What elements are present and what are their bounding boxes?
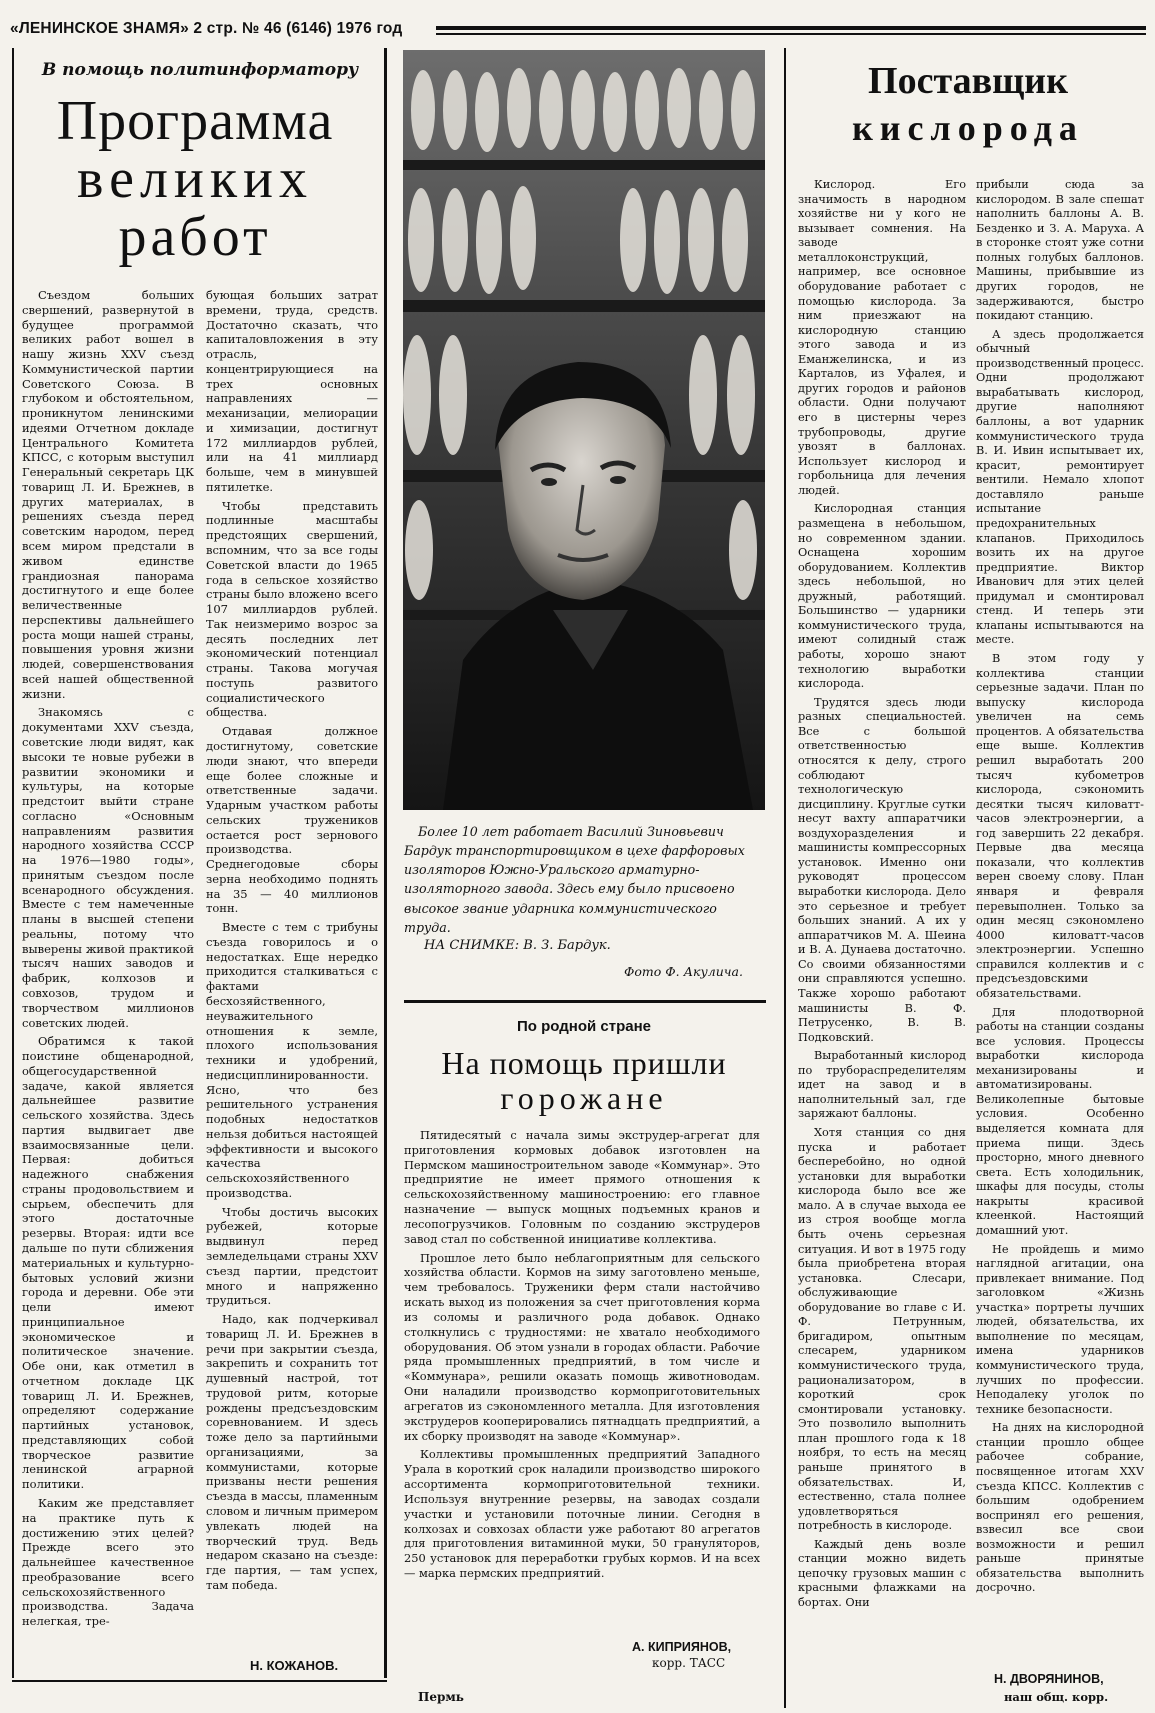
article-paragraph: Надо, как подчеркивал товарищ Л. И. Брежнев в речи при закрытии съезда, закрепить и сохранить тот душевный настрой, тот трудовой ритм, которые рождены предсъездовским соревнованием. И здесь тоже дело за партийными организациями, за коммунистами, которые призваны нести решения съезда в массы, пламенным словом и личным примером увлекать людей на творческий труд. Ведь недаром сказано на съезде: где партия, — там успех, там победа. [206,1312,378,1592]
headline-line: Поставщик [868,60,1068,102]
article-divider-center [404,1000,766,1003]
photo-caption-text: Более 10 лет работает Василий Зиновьевич Бардук транспортировщиком в цехе фарфоровых изоляторов Южно-Уральского арматурно-изоляторного завода. Здесь ему было присвоено высокое звание ударника коммунистического труда. [404,824,745,935]
article-paragraph: Каждый день возле станции можно видеть цепочку грузовых машин с красными флажками на бортах. Они [798,1537,966,1609]
column-divider-left-inner [384,48,387,1678]
article-paragraph: На днях на кислородной станции прошло общее рабочее собрание, посвященное итогам XXV съезда КПСС. Коллектив с большим одобрением воспринял его решения, взвесил все свои возможности и решил раньше принятые обязательства выполнить досрочно. [976,1421,1144,1595]
article-paragraph: Вместе с тем с трибуны съезда говорилось и о недостатках. Еще нередко приходится сталкиваться с фактами бесхозяйственного, неуважительного отношения к земле, плохого использования техники и удобрений, недисциплинированности. Ясно, что без решительного устранения подобных недостатков нельзя добиться настоящей эффективности и высокого качества сельскохозяйственного производства. [206,920,378,1200]
article-paragraph: прибыли сюда за кислородом. В зале спешат наполнить баллоны А. В. Безденко и З. А. Маруха. А в сторонке стоят уже сотни полных голубых баллонов. Машины, прибывшие из других городов, не задерживаются, быстро покидают станцию. [976,178,1144,323]
headline-line: горожане [500,1080,668,1117]
article-paragraph: Для плодотворной работы на станции созданы все условия. Процессы выработки кислорода механизированы и автоматизированы. Великолепные бытовые условия. Особенно выделяется комната для приема пищи. Здесь просторно, много дневного света. Есть холодильник, шкафы для посуды, столы накрыты красивой клеенкой. Настоящий домашний уют. [976,1005,1144,1237]
article-paragraph: Прошлое лето было неблагоприятным для сельского хозяйства области. Кормов на зиму заготовлено меньше, чем требовалось. Труженики ферм стали настойчиво искать выход из положения за счет приготовления корма из соломы и различного рода добавок. Однако столкнулись с трудностями: не хватало необходимого оборудования. Об этом узнали в городах области. Рабочие ряда промышленных предприятий, в том числе и «Коммунара», решили оказать помощь животноводам. Они наладили производство кормоприготовительных агрегатов из сэкономленного металла. Для изготовления экструдеров кооперировались пятнадцать предприятий, а их сборку производят на заводе «Коммунар». [404,1250,760,1443]
center-article-headline [404,1046,764,1116]
center-article-place: Пермь [418,1690,464,1704]
right-article-column-2 [976,178,1144,1666]
article-paragraph: Чтобы достичь высоких рубежей, которые выдвинул перед земледельцами страны XXV съезд партии, предстоит много и напряженно трудиться. [206,1204,378,1308]
column-divider-right [784,48,786,1708]
photo-label: НА СНИМКЕ: В. З. Бардук. [424,938,611,953]
headline-line: великих [76,148,314,211]
center-article-role: корр. ТАСС [652,1656,726,1670]
article-paragraph: Кислород. Его значимость в народном хозяйстве ни у кого не вызывает сомнения. На заводе металлоконструкций, например, все основное оборудование работает с помощью кислорода. За ним приезжают на кислородную станцию этого завода и из Еманжелинска, и из Карталов, из Уфалея, и других городов и районов области. Одни получают его в цистерны через трубопроводы, другие увозят в баллонах. Использует кислород и горбольница для лечения людей. [798,178,966,497]
right-article-role: наш общ. корр. [1004,1690,1109,1704]
article-paragraph: Съездом больших свершений, развернутой в будущее программой великих работ вошел в нашу жизнь XXV съезд Коммунистической партии Советского Союза. В глубоком и обстоятельном, проникнутом ленинскими идеями Отчетном докладе Центрального Комитета КПСС, с которым выступил Генеральный секретарь ЦК товарищ Л. И. Брежнев, в других материалах, в решениях съезда перед советским народом, перед всем миром предстали в живом единстве грандиозная панорама достигнутого и еще более величественные перспективы дальнейшего роста мощи нашей страны, повышения уровня жизни людей, совершенствования всей нашей общественной жизни. [22,288,194,701]
left-article-column-1 [22,288,194,1668]
article-paragraph: Обратимся к такой поистине общенародной, общегосударственной задаче, какой является дальнейшее развитие сельского хозяйства. Здесь партия выдвигает две взаимосвязанные цели. Первая: добиться надежного снабжения страны продовольствием и сырьем, обеспечить для этого достаточные резервы. Вторая: идти все дальше по пути сближения материальных и культурно-бытовых условий жизни города и деревни. Обе эти цели имеют принципиальное экономическое и политическое значение. Обе они, как отметил в отчетном докладе ЦК товарищ Л. И. Брежнев, определяют содержание партийных установок, представляющих собой творческое развитие ленинской аграрной политики. [22,1034,194,1492]
center-article-signature: А. КИПРИЯНОВ, [632,1640,732,1654]
article-paragraph: В этом году у коллектива станции серьезные задачи. План по выпуску кислорода увеличен на семь процентов. А обязательства еще выше. Коллектив решил выработать 200 тысяч кубометров кислорода, сэкономить десятки тысяч киловатт-часов электроэнергии, а год завершить 22 декабря. Первые два месяца показали, что коллектив верен своему слову. План января и февраля перевыполнен. Только за один месяц сэкономлено 4000 киловатт-часов электроэнергии. Успешно справился коллектив и с предсъездовскими обязательствами. [976,652,1144,1000]
article-paragraph: Не пройдешь и мимо наглядной агитации, она привлекает внимание. Под заголовком «Жизнь участка» портреты лучших людей, обязательства, их выполнение по месяцам, имена ударников коммунистического труда, лучших по профессии. Неподалеку уголок по технике безопасности. [976,1242,1144,1416]
article-paragraph: А здесь продолжается обычный производственный процесс. Одни продолжают вырабатывать кислород, другие наполняют баллоны, а вот ударник коммунистического труда В. И. Ивин испытывает их, красит, ремонтирует вентили. Немало хлопот доставляло раньше испытание предохранительных клапанов. Приходилось возить их на другое предприятие. Виктор Иванович для этих целей придумал и смонтировал стенд. И теперь эти клапаны испытываются на месте. [976,327,1144,647]
center-article-rubric: По родной стране [517,1018,651,1035]
article-paragraph: Пятидесятый с начала зимы экструдер-агрегат для приготовления кормовых добавок изготовлен на Пермском машиностроительном заводе «Коммунар». Это предприятие не имеет прямого отношения к сельскохозяйственному машиностроению: его главное назначение — выпуск мощных подъемных кранов и лесопогрузчиков. Головным по созданию экструдеров завод стал по собственной инициативе коллектива. [404,1128,760,1246]
column-divider-left [12,48,14,1678]
right-article-headline [788,58,1148,151]
left-article-column-2 [206,288,378,1648]
article-paragraph: Знакомясь с документами XXV съезда, советские люди видят, как высоки те новые рубежи в развитии экономики и культуры, на которые предстоит выйти стране согласно «Основным направлениям развития народного хозяйства СССР на 1976—1980 годы», принятым съездом после всенародного обсуждения. Вместе с тем намеченные планы в высшей степени реальны, потому что выверены живой практикой тысяч наших заводов и фабрик, колхозов и совхозов, трудом и творчеством миллионов советских людей. [22,705,194,1030]
article-paragraph: Чтобы представить подлинные масштабы предстоящих свершений, вспомним, что за все годы Советской власти до 1965 года в сельское хозяйство страны было вложено всего 107 миллиардов рублей. Так неизмеримо возрос за десять последних лет экономический потенциал страны. Такова могучая поступь развитого социалистического общества. [206,498,378,720]
left-article-signature: Н. КОЖАНОВ. [250,1658,339,1673]
left-article-headline [20,92,370,267]
photo-credit: Фото Ф. Акулича. [624,964,743,979]
masthead [6,16,1146,46]
left-article-rubric: В помощь политинформатору [41,60,359,80]
headline-line: На помощь пришли [441,1045,727,1081]
headline-line: Программа [56,90,334,152]
worker-photo-image [403,50,765,810]
headline-line: кислорода [852,107,1084,148]
article-paragraph: Выработанный кислород по трубораспределителям идет на завод и в наполнительный зал, где заряжают баллоны. [798,1049,966,1121]
masthead-rule [436,26,1146,35]
article-paragraph: Трудятся здесь люди разных специальностей. Все с большой ответственностью относятся к делу, строго соблюдают технологическую дисциплину. Круглые сутки несут вахту аппаратчики воздухоразделения и машинисты компрессорных установок. Именно они руководят процессом выработки кислорода. Дело это серьезное и требует больших знаний. А их у аппаратчиков М. А. Шеина и В. А. Дунаева достаточно. Со своими обязанностями они справляются успешно. Также хорошо работают машинисты В. Ф. Петрусенко, В. В. Подковский. [798,695,966,1044]
article-paragraph: Каким же представляет на практике путь к достижению этих целей? Прежде всего это дальнейшее качественное преобразование всего сельскохозяйственного производства. Задача нелегкая, тре- [22,1496,194,1629]
photo-caption [404,822,764,937]
headline-line: работ [118,206,272,269]
article-paragraph: Кислородная станция размещена в небольшом, но современном здании. Оснащена хорошим оборудованием. Коллектив здесь небольшой, но дружный, работящий. Большинство — ударники коммунистического труда, имеют солидный стаж работы, хорошо знают технологию выработки кислорода. [798,502,966,691]
worker-photo [403,50,765,810]
article-paragraph: бующая больших затрат времени, труда, средств. Достаточно сказать, что капиталовложения в эту отрасль, концентрирующиеся на трех основных направлениях — механизации, мелиорации и химизации, достигнут 172 миллиардов рублей, или на 41 миллиард больше, чем в минувшей пятилетке. [206,288,378,494]
article-paragraph: Отдавая должное достигнутому, советские люди знают, что впереди еще более сложные и ответственные задачи. Ударным участком работы сельских тружеников остается рост зернового производства. Среднегодовые сборы зерна необходимо поднять на 35 — 40 миллионов тонн. [206,724,378,916]
right-article-signature: Н. ДВОРЯНИНОВ, [994,1672,1104,1686]
article-divider-left-bottom [12,1680,387,1682]
center-article-body [404,1128,760,1638]
masthead-title: «ЛЕНИНСКОЕ ЗНАМЯ» 2 стр. № 46 (6146) 1976 год [10,20,403,37]
right-article-column-1 [798,178,966,1708]
article-paragraph: Коллективы промышленных предприятий Западного Урала в короткий срок наладили производство широкого ассортимента кормоприготовительной техники. Используя внутренние резервы, на заводах создали участки и установили поточные линии. Сегодня в колхозах и совхозах области уже работают 80 агрегатов для приготовления витаминной муки, 50 грануляторов, 250 установок для переработки грубых кормов. И на всех — марка пермских предприятий. [404,1447,760,1581]
article-paragraph: Хотя станция со дня пуска и работает бесперебойно, но одной установки для выработки кислорода было все же мало. А в случае выхода ее из строя вообще могла быть очень серьезная ситуация. И вот в 1975 году была приобретена вторая установка. Слесари, обслуживающие оборудование во главе с И. Ф. Петрунным, бригадиром, опытным слесарем, ударником коммунистического труда, рационализатором, в короткий срок смонтировали установку. Это позволило выполнить план прошлого года к 18 ноября, то есть на месяц раньше принятого в обязательствах. И, естественно, стала полнее удовлетворяться потребность в кислороде. [798,1126,966,1533]
